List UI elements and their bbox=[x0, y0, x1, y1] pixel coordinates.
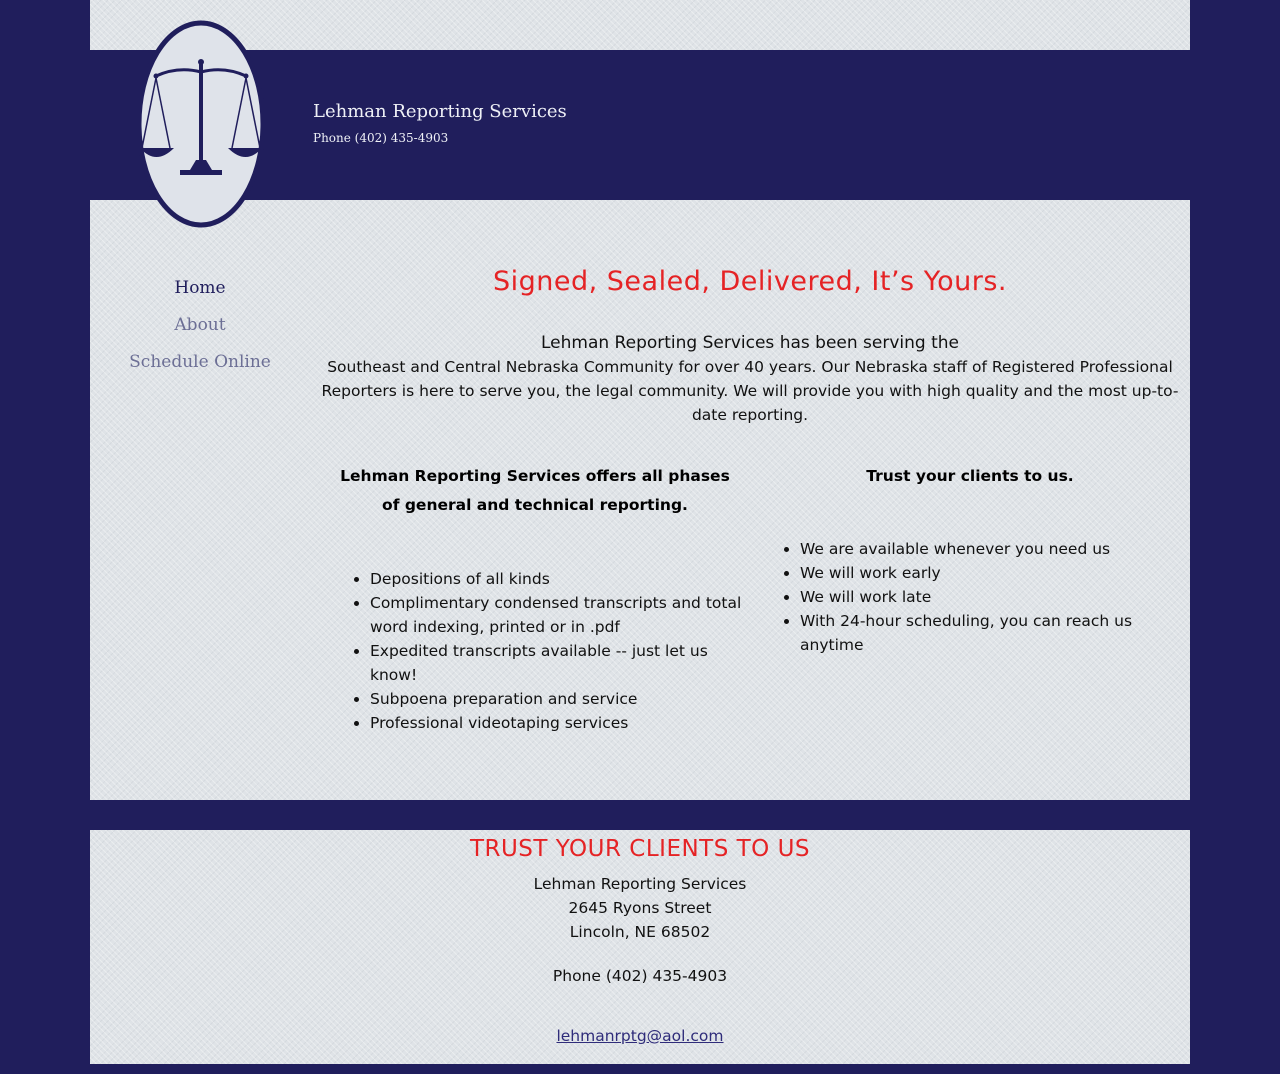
footer-email-container bbox=[90, 1027, 1190, 1045]
intro-lead: Lehman Reporting Services has been serving the bbox=[541, 333, 959, 353]
footer-phone: Phone (402) 435-4903 bbox=[552, 967, 728, 985]
trust-column bbox=[760, 462, 1180, 657]
nav-item-about[interactable]: About bbox=[174, 315, 226, 335]
nav-item-home[interactable]: Home bbox=[174, 278, 226, 298]
list-item: • We are available whenever you need us bbox=[800, 537, 1180, 561]
trust-list bbox=[760, 537, 1180, 657]
intro-section bbox=[320, 333, 1180, 427]
list-item: • We will work late bbox=[800, 585, 1180, 609]
services-heading-line1: Lehman Reporting Services offers all phases bbox=[340, 467, 730, 485]
list-item: • We will work early bbox=[800, 561, 1180, 585]
footer-city: Lincoln, NE 68502 bbox=[569, 923, 711, 941]
page-headline: Signed, Sealed, Delivered, It’s Yours. bbox=[492, 266, 1007, 297]
scales-of-justice-icon bbox=[136, 20, 266, 228]
scales-of-justice-logo[interactable] bbox=[136, 20, 266, 228]
main-nav bbox=[90, 272, 310, 383]
services-list bbox=[325, 567, 745, 735]
list-item: • With 24-hour scheduling, you can reach us anytime bbox=[800, 609, 1180, 657]
services-heading-line2: of general and technical reporting. bbox=[382, 496, 688, 514]
nav-item-schedule-online[interactable]: Schedule Online bbox=[129, 352, 271, 372]
footer-street: 2645 Ryons Street bbox=[568, 899, 712, 917]
header-phone: Phone (402) 435-4903 bbox=[313, 131, 449, 145]
footer-title: TRUST YOUR CLIENTS TO US bbox=[469, 836, 811, 862]
list-item: • Depositions of all kinds bbox=[370, 567, 745, 591]
site-title[interactable]: Lehman Reporting Services bbox=[313, 101, 567, 122]
list-item: • Professional videotaping services bbox=[370, 711, 745, 735]
trust-heading: Trust your clients to us. bbox=[866, 467, 1074, 485]
intro-body: Southeast and Central Nebraska Community for over 40 years. Our Nebraska staff of Registered Professional Reporters is here to serve you, the legal community. We will provide you with high quality and the most up-to-date reporting. bbox=[321, 358, 1179, 424]
services-column bbox=[325, 462, 745, 735]
footer-email-link[interactable]: lehmanrptg@aol.com bbox=[556, 1027, 724, 1045]
services-heading bbox=[325, 462, 745, 520]
list-item: • Subpoena preparation and service bbox=[370, 687, 745, 711]
list-item: • Complimentary condensed transcripts and total word indexing, printed or in .pdf bbox=[370, 591, 745, 639]
footer-company: Lehman Reporting Services bbox=[533, 875, 747, 893]
list-item: • Expedited transcripts available -- just let us know! bbox=[370, 639, 745, 687]
